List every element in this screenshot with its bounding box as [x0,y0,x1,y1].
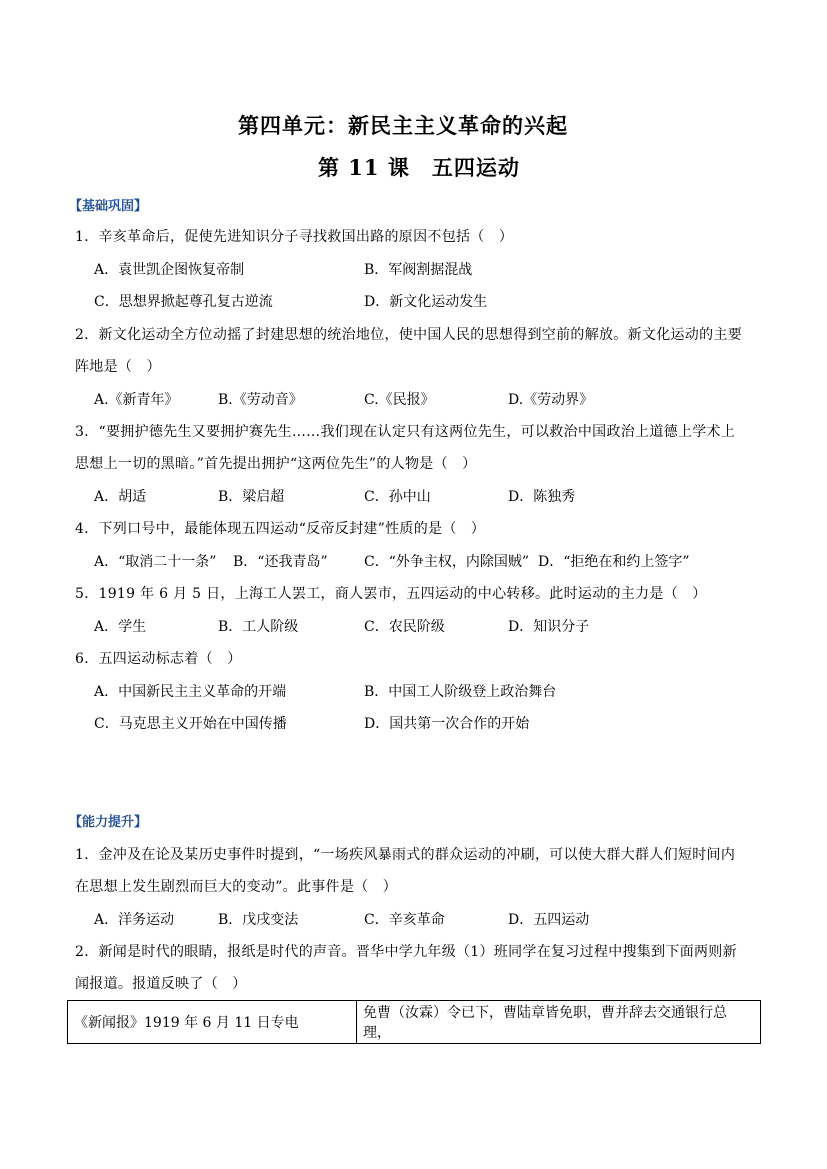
table-cell-content: 免曹（汝霖）令已下，曹陆章皆免职，曹并辞去交通银行总理， [357,1001,761,1044]
option-b: B．戊戌变法 [218,912,299,928]
option-d: D．新文化运动发生 [364,294,488,310]
question-text: 2．新文化运动全方位动摇了封建思想的统治地位，使中国人民的思想得到空前的解放。新文化运动的主要 [75,327,743,343]
option-c: C．思想界掀起尊孔复古逆流 [94,294,273,310]
section-heading-advanced: 【能力提升】 [69,815,148,830]
news-table [67,1000,761,1044]
question-text-continued: 阵地是（ ） [75,359,161,375]
question-text: 5．1919 年 6 月 5 日，上海工人罢工，商人罢市，五四运动的中心转移。此时运动的主力是（ ） [75,586,707,602]
option-d: D.《劳动界》 [508,392,594,408]
option-c: C．辛亥革命 [364,912,445,928]
option-a: A．“取消二十一条” [94,554,217,570]
option-b: B．“还我青岛” [233,554,328,570]
option-d: D．陈独秀 [508,489,576,505]
option-b: B．中国工人阶级登上政治舞台 [364,684,557,700]
question-text: 3．“要拥护德先生又要拥护赛先生……我们现在认定只有这两位先生，可以救治中国政治上道德上学术上 [75,424,736,440]
option-b: B.《劳动音》 [218,392,303,408]
option-c: C．农民阶级 [364,619,445,635]
option-b: B．梁启超 [218,489,285,505]
option-b: B．军阀割据混战 [364,262,473,278]
section-heading-basic: 【基础巩固】 [69,199,148,214]
question-text: 4．下列口号中，最能体现五四运动“反帝反封建”性质的是（ ） [75,521,486,537]
table-row [68,1001,761,1044]
option-a: A.《新青年》 [94,392,179,408]
lesson-title: 第 11 课 五四运动 [318,155,520,180]
question-text-continued: 闻报道。报道反映了（ ） [75,976,247,992]
option-c: C.《民报》 [364,392,435,408]
question-text-continued: 思想上一切的黑暗。”首先提出拥护“这两位先生”的人物是（ ） [75,456,477,472]
option-a: A．中国新民主主义革命的开端 [94,684,287,700]
question-text: 1．辛亥革命后，促使先进知识分子寻找救国出路的原因不包括（ ） [75,229,514,245]
option-d: D．知识分子 [508,619,590,635]
question-text: 6．五四运动标志着（ ） [75,651,242,667]
option-a: A．洋务运动 [94,912,175,928]
option-b: B．工人阶级 [218,619,299,635]
unit-title: 第四单元：新民主主义革命的兴起 [238,113,568,138]
question-text: 2．新闻是时代的眼睛，报纸是时代的声音。晋华中学九年级（1）班同学在复习过程中搜集到下面两则新 [75,944,737,960]
option-c: C．“外争主权，内除国贼” [364,554,530,570]
question-text-continued: 在思想上发生剧烈而巨大的变动”。此事件是（ ） [75,879,398,895]
option-a: A．胡适 [94,489,147,505]
question-text: 1．金冲及在论及某历史事件时提到，“一场疾风暴雨式的群众运动的冲刷，可以使大群大群人们短时间内 [75,847,736,863]
option-c: C．孙中山 [364,489,431,505]
table-cell-source: 《新闻报》1919 年 6 月 11 日专电 [68,1001,357,1044]
option-d: D．国共第一次合作的开始 [364,716,530,732]
option-d: D．五四运动 [508,912,590,928]
option-d: D．“拒绝在和约上签字” [538,554,690,570]
option-a: A．学生 [94,619,147,635]
option-a: A．袁世凯企图恢复帝制 [94,262,245,278]
option-c: C．马克思主义开始在中国传播 [94,716,287,732]
